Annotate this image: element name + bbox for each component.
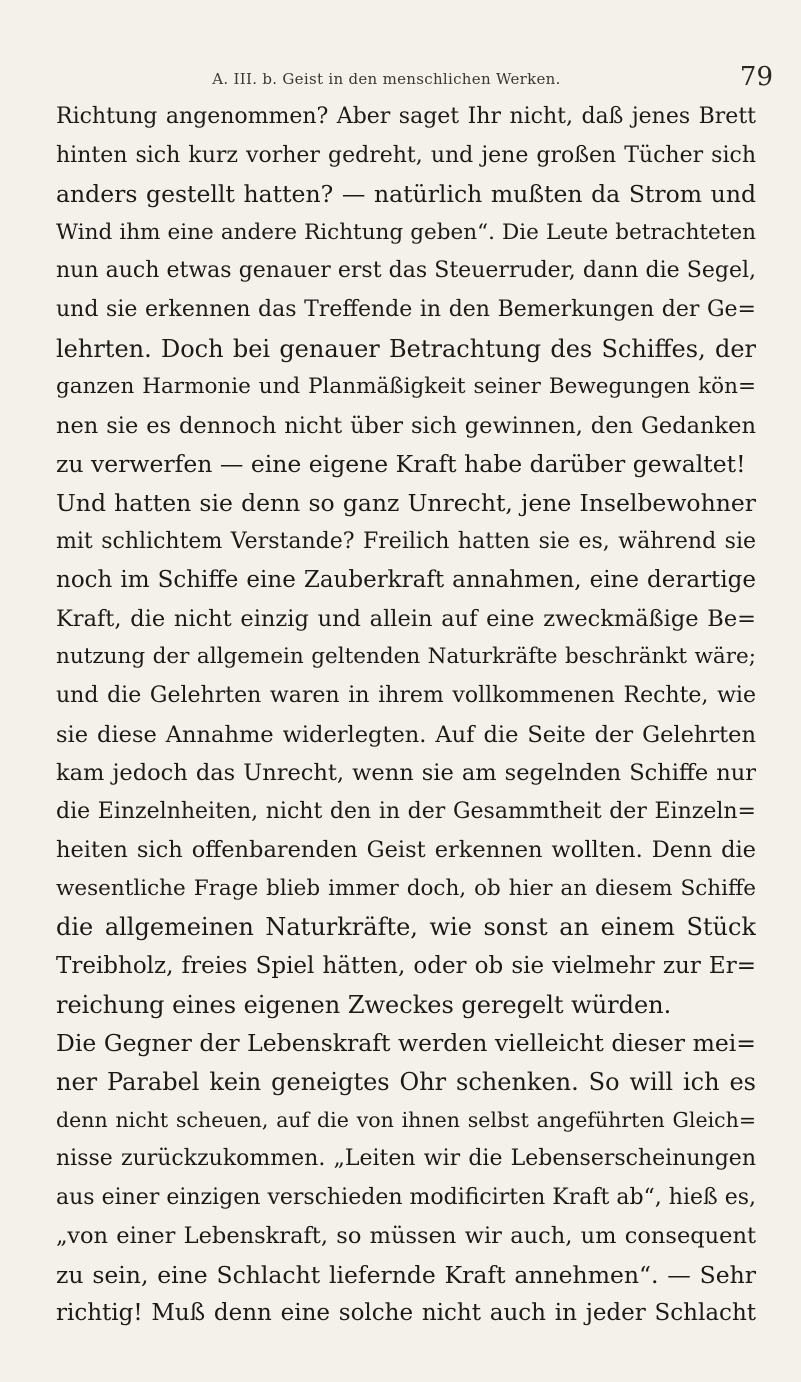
text-line: kam jedoch das Unrecht, wenn sie am segelnden Schiffe nur (56, 760, 756, 787)
text-line: nutzung der allgemein geltenden Naturkräfte beschränkt wäre; (56, 644, 756, 670)
text-line: nun auch etwas genauer erst das Steuerruder, dann die Segel, (56, 258, 756, 284)
text-line: denn nicht scheuen, auf die von ihnen selbst angeführten Gleich= (56, 1108, 756, 1133)
text-line: zu verwerfen — eine eigene Kraft habe darüber gewaltet! (56, 450, 746, 479)
text-line: wesentliche Frage blieb immer doch, ob hier an diesem Schiffe (56, 875, 756, 901)
text-line: richtig! Muß denn eine solche nicht auch in jeder Schlacht (56, 1300, 756, 1327)
text-line: Richtung angenommen? Aber saget Ihr nicht, daß jenes Brett (56, 104, 756, 129)
text-line: Die Gegner der Lebenskraft werden vielleicht dieser mei= (56, 1029, 756, 1058)
text-line: „von einer Lebenskraft, so müssen wir auch, um consequent (56, 1223, 756, 1250)
text-line: hinten sich kurz vorher gedreht, und jene großen Tücher sich (56, 142, 756, 168)
text-line: und sie erkennen das Treffende in den Bemerkungen der Ge= (56, 296, 756, 322)
running-title: A. III. b. Geist in den menschlichen Werken. (212, 70, 561, 88)
text-line: reichung eines eigenen Zweckes geregelt würden. (56, 990, 672, 1019)
text-line: aus einer einzigen verschieden modificirten Kraft ab“, hieß es, (56, 1184, 756, 1210)
body-text (56, 98, 756, 1333)
text-line: ganzen Harmonie und Planmäßigkeit seiner Bewegungen kön= (56, 374, 756, 400)
text-line: nisse zurückzukommen. „Leiten wir die Lebenserscheinungen (56, 1146, 756, 1172)
text-line: sie diese Annahme widerlegten. Auf die Seite der Gelehrten (56, 721, 756, 748)
text-line: Kraft, die nicht einzig und allein auf eine zweckmäßige Be= (56, 605, 756, 632)
text-line: Und hatten sie denn so ganz Unrecht, jene Inselbewohner (56, 488, 756, 517)
text-line: Treibholz, freies Spiel hätten, oder ob sie vielmehr zur Er= (56, 953, 756, 980)
text-line: anders gestellt hatten? — natürlich mußten da Strom und (56, 180, 756, 209)
text-line: noch im Schiffe eine Zauberkraft annahmen, eine derartige (56, 567, 756, 594)
text-line: lehrten. Doch bei genauer Betrachtung des Schiffes, der (56, 334, 756, 363)
text-line: die Einzelnheiten, nicht den in der Gesammtheit der Einzeln= (56, 798, 756, 824)
text-line: und die Gelehrten waren in ihrem vollkommenen Rechte, wie (56, 682, 756, 708)
text-line: die allgemeinen Naturkräfte, wie sonst an einem Stück (56, 913, 756, 942)
text-line: zu sein, eine Schlacht liefernde Kraft annehmen“. — Sehr (56, 1260, 756, 1289)
running-head (60, 62, 773, 96)
text-line: nen sie es dennoch nicht über sich gewinnen, den Gedanken (56, 412, 756, 439)
page-number: 79 (739, 62, 773, 92)
text-line: Wind ihm eine andere Richtung geben“. Die Leute betrachteten (56, 219, 756, 245)
text-line: heiten sich offenbarenden Geist erkennen wollten. Denn die (56, 837, 756, 864)
text-line: ner Parabel kein geneigtes Ohr schenken. So will ich es (56, 1067, 756, 1096)
text-line: mit schlichtem Verstande? Freilich hatten sie es, während sie (56, 528, 756, 554)
